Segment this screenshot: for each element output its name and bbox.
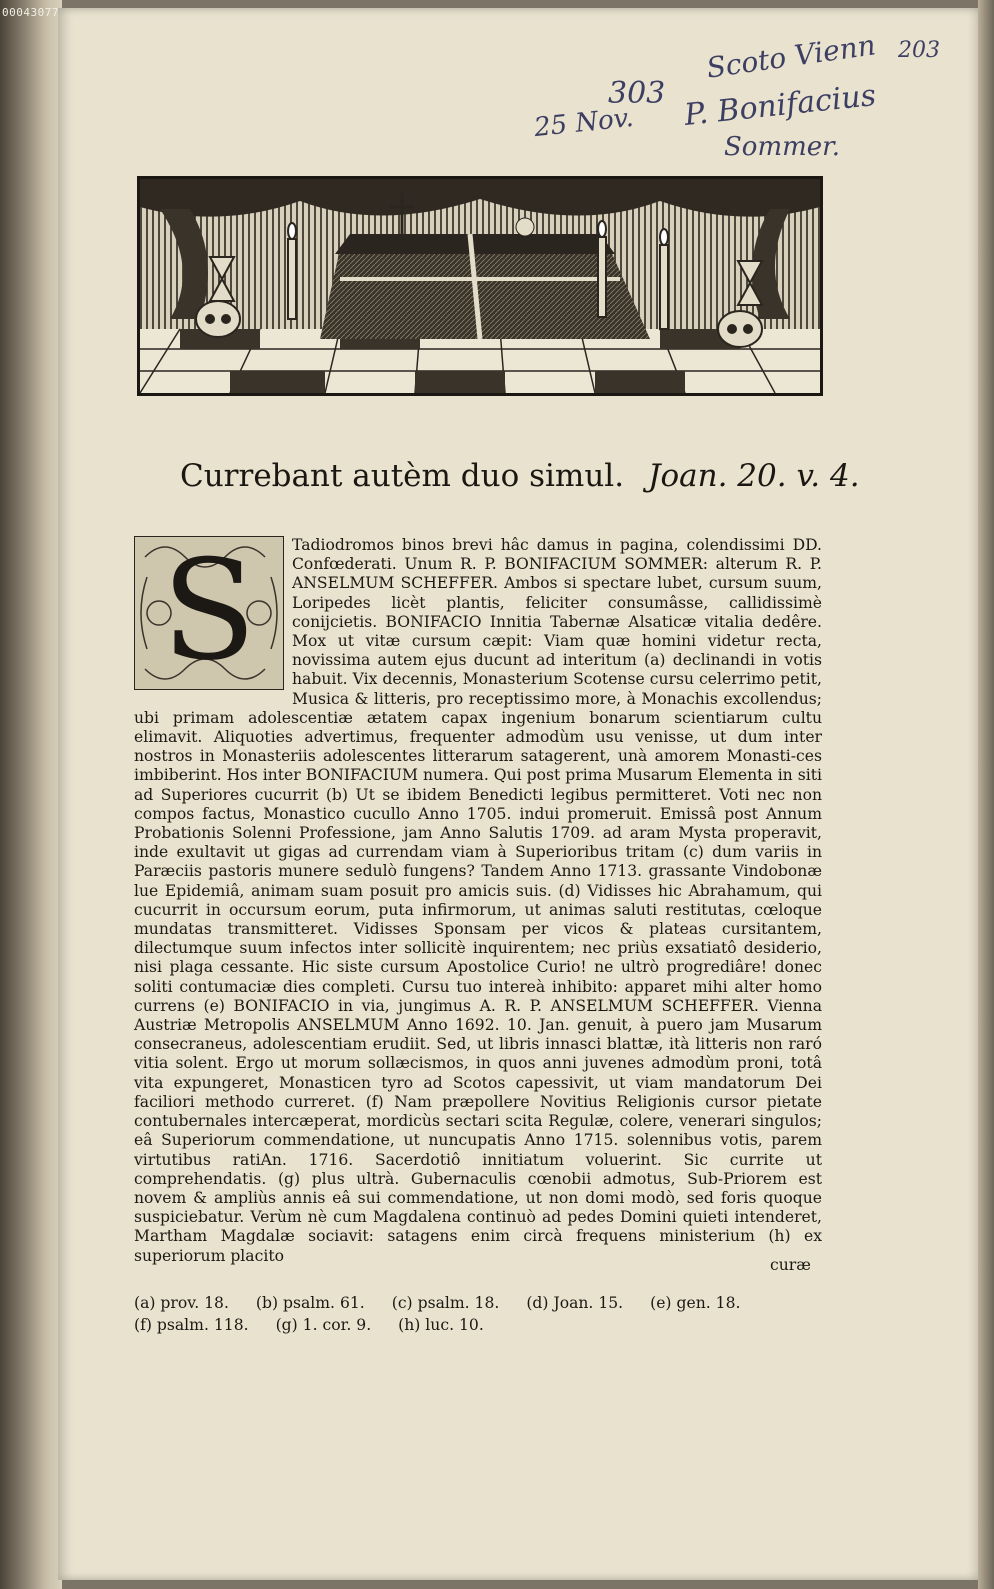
- catchword: curæ: [770, 1256, 811, 1274]
- page-edge: [978, 0, 994, 1589]
- page-title: [180, 458, 860, 494]
- title-text: Currebant autèm duo simul.: [180, 458, 625, 494]
- footnote-e: (e) gen. 18.: [650, 1294, 741, 1312]
- manuscript-note-4: P. Bonifacius: [682, 78, 878, 133]
- ornamental-initial: [134, 530, 284, 691]
- body-paragraph: [134, 530, 822, 1266]
- skull-left: [196, 301, 240, 337]
- skull-right: [718, 311, 762, 347]
- footnotes: [134, 1292, 824, 1336]
- footnote-f: (f) psalm. 118.: [134, 1316, 249, 1334]
- woodcut-headpiece: [137, 176, 823, 396]
- dropcap-letter: S: [161, 530, 257, 691]
- footnote-h: (h) luc. 10.: [398, 1316, 484, 1334]
- footnote-b: (b) psalm. 61.: [255, 1294, 365, 1312]
- catafalque-illustration: [140, 179, 820, 393]
- manuscript-note-3: 25 Nov.: [532, 102, 635, 144]
- footnote-g: (g) 1. cor. 9.: [275, 1316, 372, 1334]
- scripture-reference: Joan. 20. v. 4.: [648, 458, 860, 494]
- footnote-a: (a) prov. 18.: [134, 1294, 229, 1312]
- manuscript-note-5: Sommer.: [724, 132, 840, 162]
- footnote-c: (c) psalm. 18.: [391, 1294, 500, 1312]
- body-text: Tadiodromos binos brevi hâc damus in pagina, colendissimi DD. Confœderati. Unum R. P. BONIFACIUM SOMMER: alterum R. P. ANSELMUM SCHEFFER. Ambos si spectare lubet, cursum suum, Loripedes licèt plantis, feliciter consumâsse, callidissimè conijcietis. BONIFACIO Innitia Tabernæ Alsaticæ vitalia dedêre. Mox ut vitæ cursum cæpit: Viam quæ homini videtur recta, novissima autem ejus ducunt ad interitum (a) declinandi in votis habuit. Vix decennis, Monasterium Scotense cursu celerrimo petit, Musica & litteris, pro receptissimo more, à Monachis excollendus; ubi primam adolescentiæ ætatem capax ingenium bonarum scientiarum cultu elimavit. Aliquoties advertimus, frequenter admodùm usu venisse, ut dum inter nostros in Monasteriis adolescentes litterarum satagerent, unà amorem Monasti-ces imbiberint. Hos inter BONIFACIUM numera. Qui post prima Musarum Elementa in siti ad Superiores cucurrit (b) Ut se ibidem Benedicti legibus permitteret. Voti nec non compos factus, Monastico cucullo Anno 1705. indui promeruit. Emissâ post Annum Probationis Solenni Professione, jam Anno Salutis 1709. ad aram Mysta properavit, inde exultavit ut gigas ad currendam viam à Superioribus tritam (c) dum variis in Paræciis pastoris munere sedulò fungens? Tandem Anno 1713. grassante Vindobonæ lue Epidemiâ, animam suam posuit pro amicis suis. (d) Vidisses hic Abrahamum, qui cucurrit in occursum eorum, puta infirmorum, ut animas saluti restitutas, cœloque mundatas transmitteret. Vidisses Sponsam per vicos & plateas cursitantem, dilectumque suum infectos inter sollicitè inquirentem; nec priùs exsatiatô desiderio, nisi plaga cessante. Hic siste cursum Apostolice Curio! ne ultrò progrediâre! donec soliti contumaciæ dies completi. Cursu tuo intereà inhibito: apparet mihi alter homo currens (e) BONIFACIO in via, jungimus A. R. P. ANSELMUM SCHEFFER. Vienna Austriæ Metropolis ANSELMUM Anno 1692. 10. Jan. genuit, à puero jam Musarum consecraneus, adolescentiam erudiit. Sed, ut libris innasci blattæ, ità litteris non raró vitia solent. Ergo ut morum sollæcismos, in quos anni juvenes admodùm proni, totâ vita expungeret, Monasticen tyro ad Scotos capessivit, ut viam mandatorum Dei faciliori methodo curreret. (f) Nam præpollere Novitius Religionis cursor pietate contubernales intercæperat, mordicùs sectari scita Regulæ, colere, venerari singulos; eâ Superiorum commendatione, ut nuncupatis Anno 1715. solennibus votis, parem virtutibus ratiAn. 1716. Sacerdotiô innitiatum voluerint. Sic currite ut comprehendatis. (g) plus ultrà. Gubernaculis cœnobii admotus, Sub-Priorem est novem & ampliùs annis eâ sui commendatione, ut non domi modò, sed foris quoque suspiciebatur. Verùm nè cum Magdalena continuò ad pedes Domini quieti intenderet, Martham Magdalæ sociavit: satagens enim circà frequens ministerium (h) ex superiorum placito: [134, 536, 822, 1265]
- scan-id-label: 00043077: [2, 6, 59, 19]
- book-binding: [0, 0, 62, 1589]
- manuscript-note-1: Scoto Vienn: [704, 28, 878, 85]
- footnote-d: (d) Joan. 15.: [526, 1294, 624, 1312]
- folio-number: 203: [898, 38, 940, 63]
- manuscript-note-2: 303: [608, 76, 666, 111]
